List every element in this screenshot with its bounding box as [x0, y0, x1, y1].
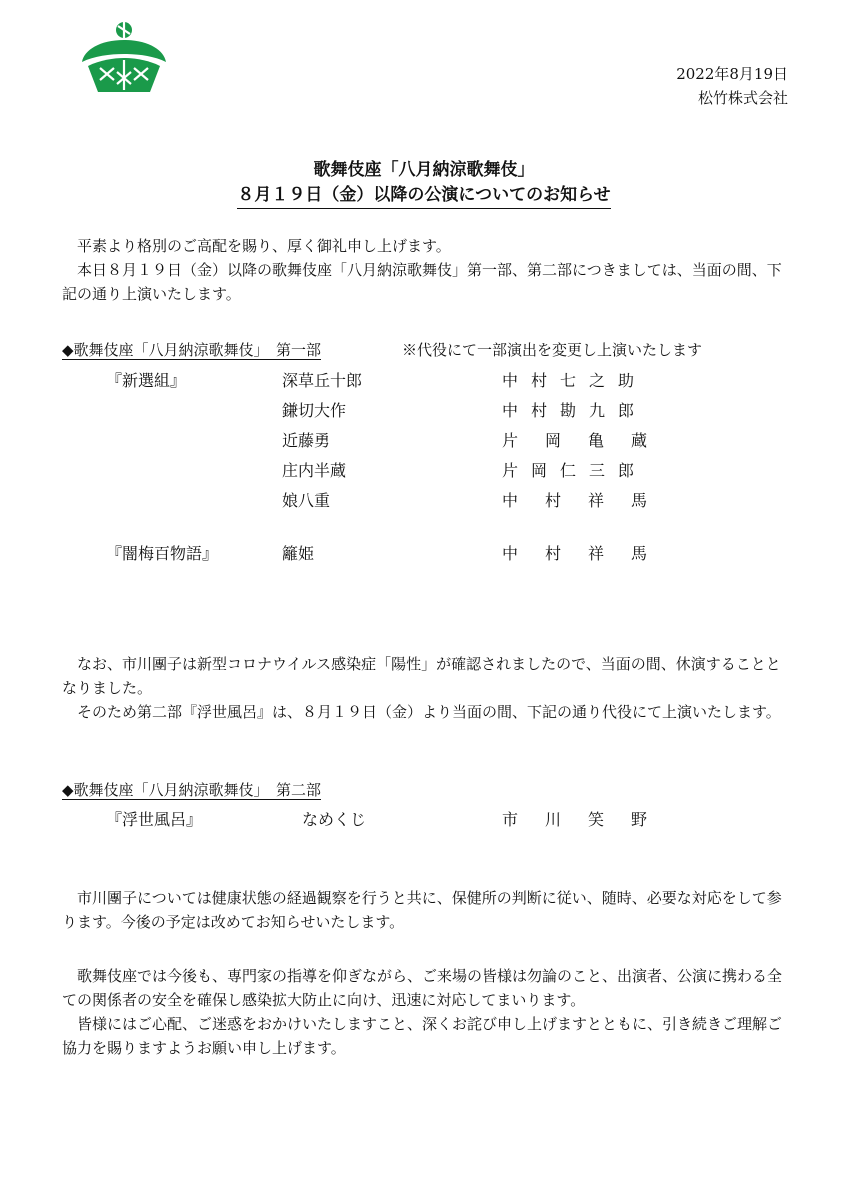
closing-line-1: 歌舞伎座では今後も、専門家の指導を仰ぎながら、ご来場の皆様は勿論のこと、出演者、公演に携わる全ての関係者の安全を確保し感染拡大防止に向け、迅速に対応してまいります。 [62, 967, 783, 1009]
intro-line-1: 平素より格別のご高配を賜り、厚く御礼申し上げます。 [77, 237, 451, 255]
issuer-block [676, 62, 788, 110]
play-title: 『闇梅百物語』 [106, 544, 219, 563]
title-line-2: ８月１９日（金）以降の公演についてのお知らせ [237, 182, 610, 209]
document-title [0, 158, 848, 209]
cast-role: 深草丘十郎 [282, 371, 363, 390]
cast-actor: 片岡亀蔵 [502, 431, 675, 450]
cast-actor: 中村七之助 [502, 371, 648, 390]
cast-actor: 片岡仁三郎 [502, 461, 648, 480]
part2-heading-row [62, 778, 321, 802]
title-line-1: 歌舞伎座「八月納涼歌舞伎」 [313, 160, 535, 180]
closing-paragraph [62, 964, 792, 1060]
shochiku-logo [80, 20, 168, 94]
cast-actor: 市川笑野 [502, 810, 675, 829]
cast-role: 庄内半蔵 [282, 461, 347, 480]
cast-actor: 中村勘九郎 [502, 401, 648, 420]
cast-role: 籬姫 [282, 544, 315, 563]
part1-heading-row [62, 338, 703, 362]
notice-line-2: そのため第二部『浮世風呂』は、８月１９日（金）より当面の間、下記の通り代役にて上演いたします。 [77, 703, 781, 721]
closing-line-2: 皆様にはご心配、ご迷惑をおかけいたしますこと、深くお詫び申し上げますとともに、引き続きご理解ご協力を賜りますようお願い申し上げます。 [62, 1015, 783, 1057]
cast-actor: 中村祥馬 [502, 544, 675, 563]
part1-note: ※代役にて一部演出を変更し上演いたします [402, 341, 703, 359]
play-title: 『浮世風呂』 [106, 810, 203, 829]
intro-line-2: 本日８月１９日（金）以降の歌舞伎座「八月納涼歌舞伎」第一部、第二部につきましては、当面の間、下記の通り上演いたします。 [62, 261, 782, 303]
cast-role: 鎌切大作 [282, 401, 347, 420]
issue-date: 2022年8月19日 [676, 65, 788, 83]
intro-paragraph [62, 234, 792, 306]
part2-heading: ◆歌舞伎座「八月納涼歌舞伎」 第二部 [62, 781, 322, 799]
notice-line-1: なお、市川團子は新型コロナウイルス感染症「陽性」が確認されましたので、当面の間、休演することとなりました。 [62, 655, 781, 697]
health-line: 市川團子については健康状態の経過観察を行うと共に、保健所の判断に従い、随時、必要な対応をして参ります。今後の予定は改めてお知らせいたします。 [62, 889, 782, 931]
cast-actor: 中村祥馬 [502, 491, 675, 510]
company-name: 松竹株式会社 [697, 89, 788, 107]
cast-role: 娘八重 [282, 491, 331, 510]
cast-role: 近藤勇 [282, 431, 331, 450]
part1-heading: ◆歌舞伎座「八月納涼歌舞伎」 第一部 [62, 341, 322, 359]
health-paragraph [62, 886, 792, 934]
notice-paragraph [62, 652, 792, 724]
cast-role: なめくじ [302, 810, 367, 829]
play-title: 『新選組』 [106, 371, 187, 390]
